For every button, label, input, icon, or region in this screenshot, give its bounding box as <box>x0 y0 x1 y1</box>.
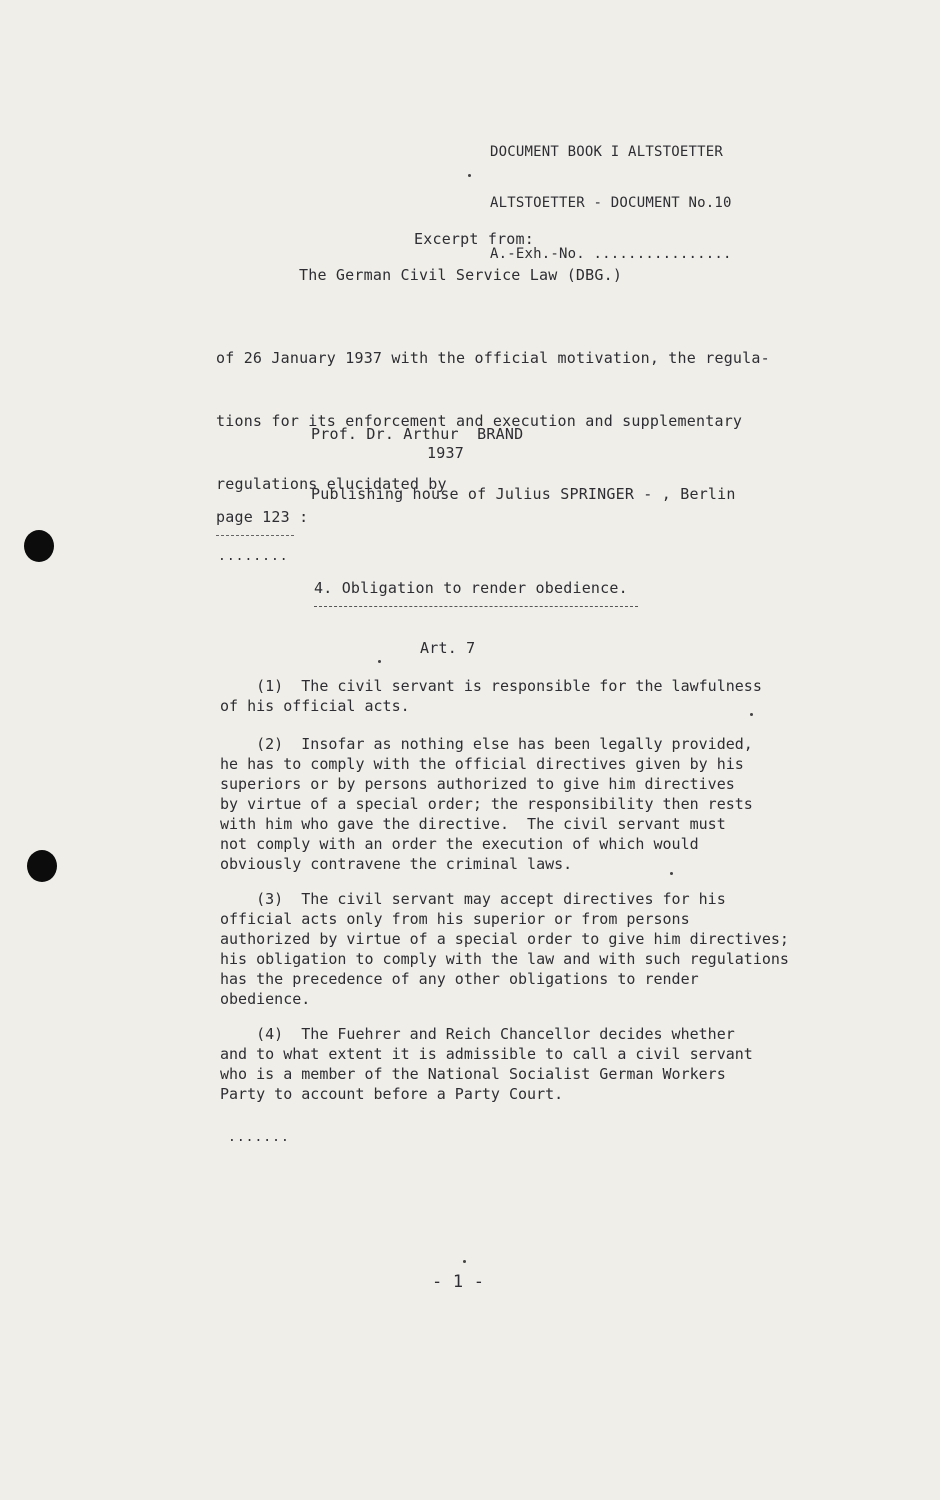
paragraph-line: authorized by virtue of a special order to give him directives; <box>220 930 789 948</box>
punch-hole-top <box>24 530 54 562</box>
paragraph-line: obedience. <box>220 990 311 1008</box>
page-reference-underline <box>216 535 294 536</box>
header-line-document: ALTSTOETTER - DOCUMENT No.10 <box>490 195 732 211</box>
ink-speck <box>468 174 471 177</box>
paragraph-line: official acts only from his superior or from persons <box>220 910 690 928</box>
intro-line: tions for its enforcement and execution and supplementary <box>216 412 743 430</box>
ellipsis-top: ........ <box>218 549 289 564</box>
paragraph-line: (3) The civil servant may accept directives for his <box>220 890 726 908</box>
publication-year: 1937 <box>427 444 464 462</box>
paragraph-4 <box>220 1024 753 1104</box>
paragraph-line: his obligation to comply with the law and with such regulations <box>220 950 789 968</box>
paragraph-3 <box>220 889 789 1009</box>
paragraph-line: (4) The Fuehrer and Reich Chancellor decides whether <box>220 1025 735 1043</box>
header-line-book: DOCUMENT BOOK I ALTSTOETTER <box>490 144 723 160</box>
author-block <box>311 384 736 544</box>
paragraph-2 <box>220 734 753 874</box>
paragraph-line: superiors or by persons authorized to give him directives <box>220 775 735 793</box>
page-reference: page 123 : <box>216 508 309 526</box>
article-heading: Art. 7 <box>420 639 476 657</box>
intro-line: regulations elucidated by <box>216 475 447 493</box>
section-heading-underline <box>314 606 638 607</box>
paragraph-line: by virtue of a special order; the responsibility then rests <box>220 795 753 813</box>
paragraph-line: and to what extent it is admissible to call a civil servant <box>220 1045 753 1063</box>
intro-line: of 26 January 1937 with the official motivation, the regula- <box>216 349 770 367</box>
section-heading: 4. Obligation to render obedience. <box>314 579 628 597</box>
paragraph-line: with him who gave the directive. The civil servant must <box>220 815 726 833</box>
punch-hole-bottom <box>27 850 57 882</box>
publisher: Publishing house of Julius SPRINGER - , Berlin <box>311 485 736 503</box>
excerpt-label: Excerpt from: <box>414 230 534 248</box>
ink-speck <box>670 872 673 875</box>
law-title: The German Civil Service Law (DBG.) <box>299 266 623 284</box>
paragraph-line: who is a member of the National Socialist German Workers <box>220 1065 726 1083</box>
ink-speck <box>750 713 753 716</box>
paragraph-line: (1) The civil servant is responsible for the lawfulness <box>220 677 762 695</box>
ink-speck <box>463 1260 466 1263</box>
header-line-exhibit: A.-Exh.-No. ................ <box>490 246 732 262</box>
ellipsis-bottom: ....... <box>228 1130 290 1145</box>
paragraph-line: of his official acts. <box>220 697 410 715</box>
paragraph-line: obviously contravene the criminal laws. <box>220 855 573 873</box>
page-number: - 1 - <box>432 1272 485 1292</box>
author-name: Prof. Dr. Arthur BRAND <box>311 425 524 443</box>
paragraph-line: he has to comply with the official directives given by his <box>220 755 744 773</box>
paragraph-1 <box>220 676 762 716</box>
paragraph-line: (2) Insofar as nothing else has been legally provided, <box>220 735 753 753</box>
paragraph-line: not comply with an order the execution of which would <box>220 835 699 853</box>
ink-speck <box>378 660 381 663</box>
paragraph-line: Party to account before a Party Court. <box>220 1085 564 1103</box>
paragraph-line: has the precedence of any other obligations to render <box>220 970 699 988</box>
